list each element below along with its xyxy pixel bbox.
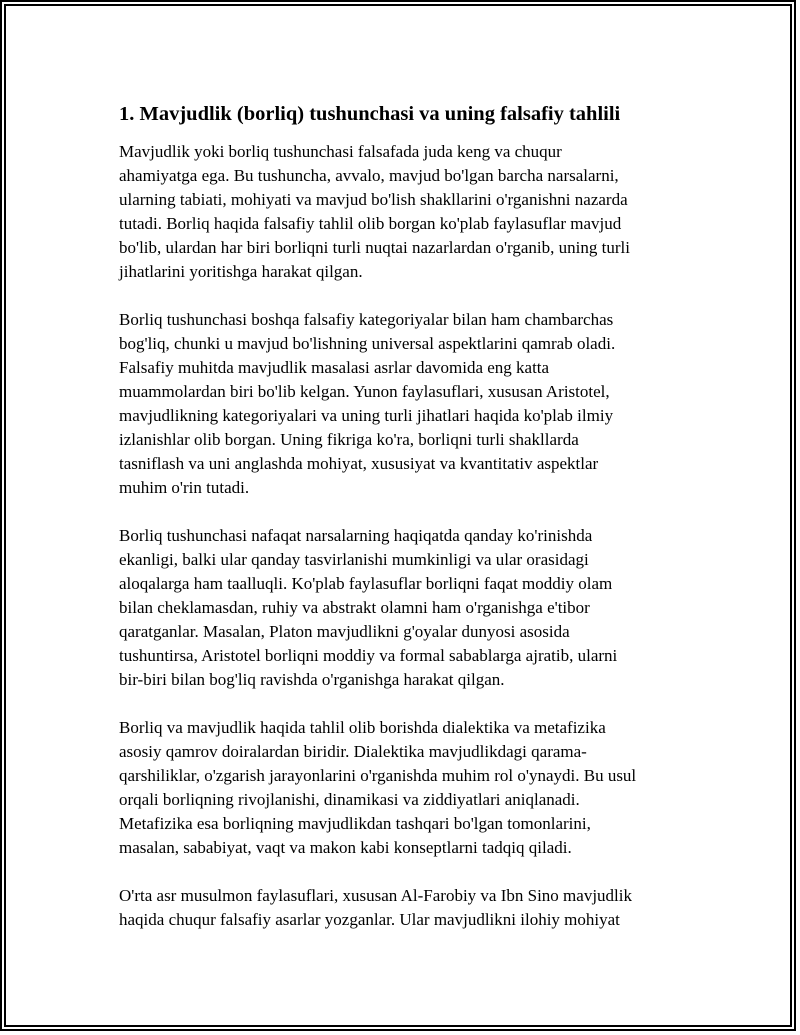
paragraph [119,716,689,860]
paragraph-line: ularning tabiati, mohiyati va mavjud bo'lish shakllarini o'rganishni nazarda [119,190,628,209]
paragraph-line: haqida chuqur falsafiy asarlar yozganlar. Ular mavjudlikni ilohiy mohiyat [119,910,620,929]
paragraph-line: izlanishlar olib borgan. Uning fikriga ko'ra, borliqni turli shakllarda [119,430,579,449]
paragraph-line: mavjudlikning kategoriyalari va uning turli jihatlari haqida ko'plab ilmiy [119,406,614,425]
paragraph-line: muhim o'rin tutadi. [119,478,250,497]
paragraph-line: tutadi. Borliq haqida falsafiy tahlil olib borgan ko'plab faylasuflar mavjud [119,214,622,233]
paragraph-line: ahamiyatga ega. Bu tushuncha, avvalo, mavjud bo'lgan barcha narsalarni, [119,166,619,185]
section-title: 1. Mavjudlik (borliq) tushunchasi va uning falsafiy tahlili [119,103,621,125]
paragraph-line: bog'liq, chunki u mavjud bo'lishning universal aspektlarini qamrab oladi. [119,334,616,353]
paragraph-line: Falsafiy muhitda mavjudlik masalasi asrlar davomida eng katta [119,358,550,377]
paragraph-line: orqali borliqning rivojlanishi, dinamikasi va ziddiyatlari aniqlanadi. [119,790,580,809]
paragraph [119,524,689,692]
paragraph-line: asosiy qamrov doiralardan biridir. Dialektika mavjudlikdagi qarama- [119,742,587,761]
document-body [119,100,689,956]
paragraph-line: bilan cheklamasdan, ruhiy va abstrakt olamni ham o'rganishga e'tibor [119,598,590,617]
paragraph-line: tasniflash va uni anglashda mohiyat, xususiyat va kvantitativ aspektlar [119,454,599,473]
paragraph [119,884,689,932]
paragraph-line: aloqalarga ham taalluqli. Ko'plab faylasuflar borliqni faqat moddiy olam [119,574,613,593]
paragraph-line: Mavjudlik yoki borliq tushunchasi falsafada juda keng va chuqur [119,142,562,161]
paragraph [119,308,689,500]
paragraph-line: Borliq va mavjudlik haqida tahlil olib borishda dialektika va metafizika [119,718,606,737]
paragraph-line: Metafizika esa borliqning mavjudlikdan tashqari bo'lgan tomonlarini, [119,814,591,833]
paragraph-line: masalan, sababiyat, vaqt va makon kabi konseptlarni tadqiq qiladi. [119,838,572,857]
paragraph-line: qarshiliklar, o'zgarish jarayonlarini o'rganishda muhim rol o'ynaydi. Bu usul [119,766,637,785]
paragraph-line: Borliq tushunchasi nafaqat narsalarning haqiqatda qanday ko'rinishda [119,526,593,545]
paragraph-line: ekanligi, balki ular qanday tasvirlanishi mumkinligi va ular orasidagi [119,550,589,569]
paragraph-line: bo'lib, ulardan har biri borliqni turli nuqtai nazarlardan o'rganib, uning turli [119,238,630,257]
paragraph-line: Borliq tushunchasi boshqa falsafiy kategoriyalar bilan ham chambarchas [119,310,614,329]
paragraph-line: O'rta asr musulmon faylasuflari, xususan Al-Farobiy va Ibn Sino mavjudlik [119,886,632,905]
paragraph-line: bir-biri bilan bog'liq ravishda o'rganishga harakat qilgan. [119,670,505,689]
page-frame [4,4,792,1027]
paragraph-line: qaratganlar. Masalan, Platon mavjudlikni g'oyalar dunyosi asosida [119,622,570,641]
paragraph-list [119,140,689,932]
paragraph-line: muammolardan biri bo'lib kelgan. Yunon faylasuflari, xususan Aristotel, [119,382,610,401]
paragraph-line: tushuntirsa, Aristotel borliqni moddiy va formal sabablarga ajratib, ularni [119,646,618,665]
paragraph-line: jihatlarini yoritishga harakat qilgan. [119,262,363,281]
paragraph [119,140,689,284]
